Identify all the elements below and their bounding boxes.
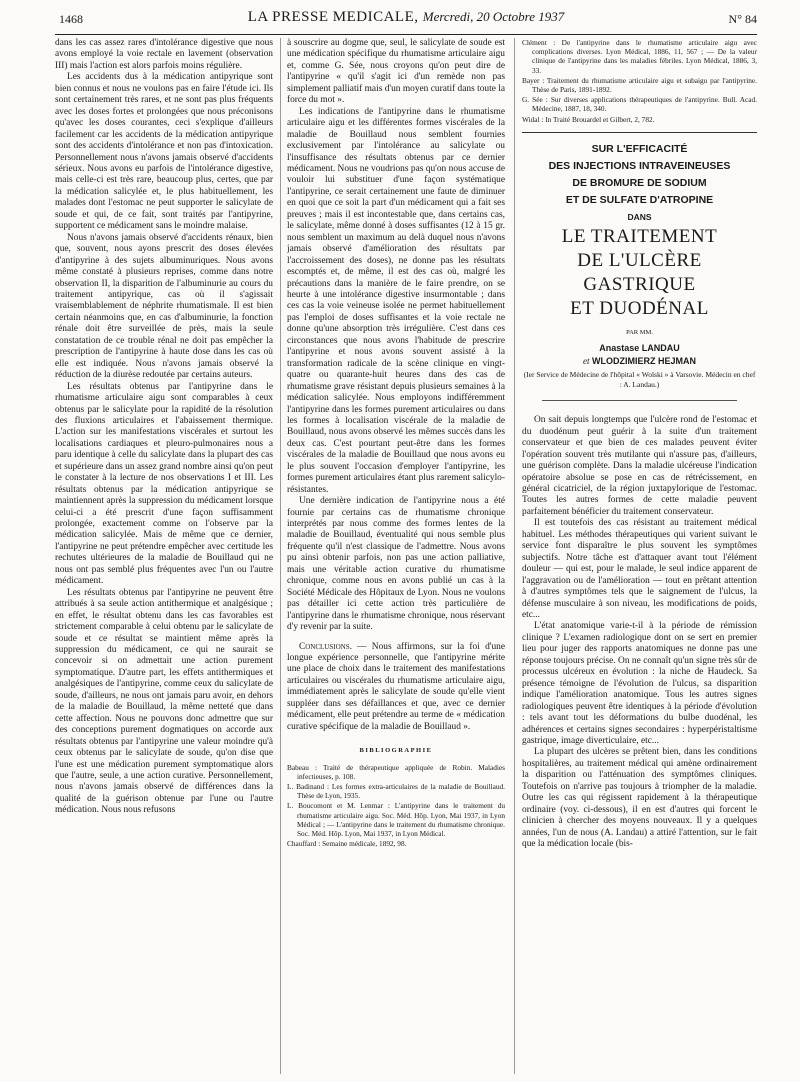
paragraph: Les accidents dus à la médication antipyrique sont bien connus et nous ne voulons pas en faire l'étude ici. Ils sont certainement très rares, et ne sont pas plus fréquents avec les doses fortes et prolongées que nous préconisons qu'avec les doses courantes, ceci s'explique d'ailleurs facilement car les accidents de la médication antipyrique sont des accidents d'intolérance et non pas d'intoxication. Personnellement nous n'avons jamais observé d'accidents sérieux. Nous avons eu parfois de l'intolérance digestive, mais celle-ci est très rare, beaucoup plus, certes, que par la médication salicylée et, le plus habituellement, les malades dont l'estomac ne peut supporter le salicylate de soude et qui, de ce fait, sont traités par l'antipyrine, supportent ce médicament sans le moindre malaise. xyxy=(55,72,273,232)
conjunction: et xyxy=(582,356,590,367)
column-2 xyxy=(287,38,505,1076)
bibliography-entry: Babeau : Traité de thérapeutique appliquée de Robin. Maladies infectieuses, p. 108. xyxy=(287,762,505,781)
title-main-line: ET DUODÉNAL xyxy=(570,297,709,319)
paragraph: Les résultats obtenus par l'antipyrine dans le rhumatisme articulaire aigu sont comparables à ceux obtenus par le salicylate pour la rapidité de la résolution des fluxions articulaires et l'abaissement thermique. L'action sur les manifestations viscérales et surtout les localisations cardiaques et pleuro-pulmonaires nous a paru identique à celle du salicylate dans la plupart des cas et supérieure dans un assez grand nombre ainsi qu'on peut le constater à la lecture de nos observations I et III. Les résultats obtenus par la médication antipyrique se maintiennent après la suppression du médicament lorsque celui-ci a été prescrit d'une façon suffisamment prolongée, exactement comme on l'observe par la médication salicylée. Mais de même que ce dernier, l'antipyrine ne peut prétendre empêcher avec certitude les rechutes ultérieures de la maladie de Bouillaud qui ne nous ont pas semblé plus fréquentes avec l'un ou l'autre médicament. xyxy=(55,381,273,587)
article-title-block xyxy=(522,141,757,390)
conclusions-text: — Nous affirmons, sur la foi d'une longue expérience personnelle, que l'antipyrine mérite une place de choix dans le traitement des manifestations articulaires ou viscérales du rhumatisme articulaire aigu, immédiatement après le salicylate de soude qu'elle vient suppléer dans ses défaillances et que, avec ce dernier médicament, elle peut prétendre au terme de « médication curative spécifique de la maladie de Bouillaud ». xyxy=(287,641,505,732)
page-header xyxy=(55,0,757,30)
title-line: ET DE SULFATE D'ATROPINE xyxy=(565,193,714,206)
bibliography-heading: BIBLIOGRAPHIE xyxy=(359,747,433,755)
journal-title xyxy=(55,9,757,26)
paragraph: à souscrire au dogme que, seul, le salicylate de soude est une médication spécifique du rhumatisme articulaire aigu et, comme G. Sée, nous croyons qu'on peut dire de l'antipyrine « qu'il s'agit ici d'un remède non pas simplement palliatif mais d'un moyen curatif dans toute la force du mot ». xyxy=(287,38,505,106)
title-main-line: DE L'ULCÈRE GASTRIQUE xyxy=(577,249,702,295)
paragraph: Il est toutefois des cas résistant au traitement médical habituel. Les méthodes thérapeutiques qui varient suivant le service font disparaître le plus souvent les symptômes subjectifs. Notre tâche est d'attaquer avant tout l'élément douleur — qui est, pour le malade, le seul indice apparent de l'aggravation ou de l'amélioration — tout en prêtant attention à d'autres symptômes tels que le saignement de l'ulcus, la défense musculaire à son niveau, les modifications de poids, etc... xyxy=(522,518,757,620)
bibliography-entry: Clément : De l'antipyrine dans le rhumatisme articulaire aigu avec complications diverses. Lyon Médical, 1886, 11, 567 ; — De la valeur clinique de l'antipyrine dans les maladies fébriles. Lyon Médical, 1886, 3, 33. xyxy=(522,38,757,75)
title-line: SUR L'EFFICACITÉ xyxy=(591,142,688,155)
page-number: 1468 xyxy=(59,12,83,26)
bibliography-entry: L. Boucomont et M. Lenmar : L'antipyrine dans le traitement du rhumatisme articulaire aigu. Soc. Méd. Hôp. Lyon, Mai 1937, in Lyon Médical ; — L'antipyrine dans le traitement du rhumatisme chronique. Soc. Méd. Hôp. Lyon, Mai 1937, in Lyon Médical. xyxy=(287,801,505,839)
paragraph: Une dernière indication de l'antipyrine nous a été fournie par certains cas de rhumatisme chronique interprétés par nous comme des formes lentes de la maladie de Bouillaud, éventualité qui nous semble plus fréquente qu'il n'est classique de l'admettre. Nous avons pu ainsi obtenir parfois, non pas une action palliative, mais une véritable action curative du rhumatisme chronique, comme nous en avons publié un cas à la Société Médicale des Hôpitaux de Lyon. Nous ne voulons pas détailler ici cette action très particulière de l'antipyrine dans le rhumatisme chronique, nous réservant d'y revenir par la suite. xyxy=(287,496,505,633)
affiliation: (Ier Service de Médecine de l'hôpital « Wolski » à Varsovie. Médecin en chef : A. Landau.) xyxy=(523,370,756,390)
paragraph: On sait depuis longtemps que l'ulcère rond de l'estomac et du duodénum peut guérir à la suite d'un traitement conservateur et que bien de ces malades peuvent éviter l'opération souvent très mutilante qui n'assure pas, d'ailleurs, une guérison complète. Dans la maladie ulcéreuse l'indication opératoire absolue se pose en cas de rétrécissement, en général cicatriciel, de la région juxtapylorique de l'estomac. Toutes les autres formes de cette maladie peuvent parfaitement bénéficier du traitement conservateur. xyxy=(522,415,757,517)
bibliography xyxy=(287,763,505,849)
bibliography-entry: L. Badinand : Les formes extra-articulaires de la maladie de Bouillaud. Thèse de Lyon, 1935. xyxy=(287,782,505,801)
journal-name: LA PRESSE MEDICALE, xyxy=(247,9,419,25)
paragraph: L'état anatomique varie-t-il à la période de rémission clinique ? L'examen radiologique dont on se sert en premier lieu pour juger des rapports anatomiques ne donne pas une réponse toujours précise. On ne connaît qu'un signe très sûr de processus ulcéreux en évolution : la niche de Haudeck. Sa présence témoigne de l'évolution de l'ulcus, sa disparition indique l'amélioration anatomique. Tous les autres signes radiologiques peuvent être identiques à la période d'évolution : tels avant tout les déformations du bulbe duodénal, les adhérences et certains signes secondaires : hyperpéristaltisme gastrique, image diverticulaire, etc... xyxy=(522,621,757,746)
title-line: DANS xyxy=(627,211,652,222)
column-1 xyxy=(55,38,273,1076)
conclusions-heading: Conclusions. xyxy=(299,641,352,652)
bibliography-continued xyxy=(522,38,757,124)
bibliography-entry: Widal : In Traité Brouardel et Gilbert, 2, 782. xyxy=(522,114,655,124)
column-3 xyxy=(522,38,757,1076)
title-main-line: LE TRAITEMENT xyxy=(561,225,718,247)
column-divider xyxy=(280,38,281,1074)
bibliography-entry: G. Sée : Sur diverses applications thérapeutiques de l'antipyrine. Bull. Acad. Médecine, 1887, 18, 340. xyxy=(522,95,757,114)
paragraph: dans les cas assez rares d'intolérance digestive que nous avons employé la voie rectale en lavement (observation III) mais l'action est alors parfois moins régulière. xyxy=(55,38,273,71)
header-rule xyxy=(55,34,757,35)
by-line: PAR MM. xyxy=(626,328,653,336)
conclusions-paragraph xyxy=(287,642,505,734)
author: Anastase LANDAU xyxy=(599,343,680,354)
paragraph: Les indications de l'antipyrine dans le rhumatisme articulaire aigu et les différentes formes viscérales de la maladie de Bouillaud nous semblent fournies exclusivement par l'intolérance au salicylate ou l'insuffisance des résultats obtenus par ce dernier médicament. Nous ne voudrions pas qu'on nous accuse de vouloir lui substituer d'une façon systématique l'antipyrine, ce serait certainement une faute de diminuer en quoi que ce soit la part d'un médicament qui a fait ses preuves ; mais il est incontestable que, dans certains cas, le salicylate, même donné à doses suffisantes (12 à 15 gr. nous semblent un maximum au delà duquel nous n'avons jamais observé d'amélioration des résultats par l'accroissement des doses), ne donne pas les résultats escomptés et, de même, il est des cas où, malgré les précautions dans la manière de le faire prendre, on se heurte à une intolérance digestive insurmontable ; dans ces cas la voie veineuse isolée ne permet habituellement pas l'emploi de doses suffisantes et la voie rectale ne donne qu'une absorption très irrégulière. C'est dans ces circonstances que nous avons l'habitude de prescrire l'antipyrine et nous avons souvent assisté à la transformation radicale de la scène clinique en vingt-quatre ou quarante-huit heures dans des cas de rhumatisme grave résistant depuis plusieurs semaines à la médication salicylée. Nous employons indifféremment l'antipyrine dans les formes purement articulaires ou dans les formes à localisation viscérale de la maladie de Bouillaud, nous avons observé les mêmes succès dans les deux cas. C'est pourtant peut-être dans les formes viscérales de la maladie de Bouillaud que nous avons eu le plus souvent l'occasion d'employer l'antipyrine, les formes purement articulaires étant plus rarement salicylo-résistantes. xyxy=(287,106,505,495)
bibliography-entry: Chauffard : Semaine médicale, 1892, 98. xyxy=(287,839,407,849)
issue-number: N° 84 xyxy=(728,12,757,26)
paragraph: Nous n'avons jamais observé d'accidents rénaux, bien que, souvent, nous ayons prescrit des doses élevées d'antipyrine à des sujets albuminuriques. Nous avons même constaté à plusieurs reprises, comme dans notre observation II, la disparition de l'albuminurie au cours du traitement antipyrique, cas où il s'agissait vraisemblablement de néphrite rhumatismale. Il est bien certain néanmoins que, en cas d'albuminurie, la fonction rénale doit être surveillée de près, mais la seule constatation de ce trouble rénal ne doit pas empêcher la prescription de l'antipyrine à haute dose dans les cas où elle est indiquée. Nous n'avons jamais observé la réduction de la diurèse redoutée par certains auteurs. xyxy=(55,232,273,381)
title-line: DE BROMURE DE SODIUM xyxy=(572,176,707,189)
title-line: DES INJECTIONS INTRAVEINEUSES xyxy=(548,159,731,172)
paragraph: Les résultats obtenus par l'antipyrine ne peuvent être attribués à sa seule action antithermique et analgésique ; en effet, le résultat obtenu dans les cas favorables est strictement comparable à celui obtenu par le salicylate de soude et ce résultat se maintient même après la suppression du médicament, ce qui ne saurait se concevoir si on admettait une action purement symptomatique. D'autre part, les effets antithermiques et analgésiques de l'antipyrine, comme ceux du salicylate de soude, d'ailleurs, ne nous ont jamais paru avoir, en dehors de la maladie de Bouillaud, la même netteté que dans cette affection. Nous ne pouvons donc admettre que sur des conceptions purement dogmatiques on accorde aux résultats obtenus par l'antipyrine une valeur moindre qu'à ceux obtenus par le salicylate de soude, qu'on dise que l'une est une médication purement symptomatique alors que l'autre, seule, a une action curative. Personnellement, nous n'avons jamais observé de différences dans la qualité de la guérison obtenue par l'une ou l'autre médication. Nous nous refusons xyxy=(55,587,273,816)
author-name: WLODZIMIERZ HEJMAN xyxy=(592,356,696,367)
issue-date: Mercredi, 20 Octobre 1937 xyxy=(422,9,565,24)
bibliography-entry: Bayer : Traitement du rhumatisme articulaire aigu et subaigu par l'antipyrine. Thèse de Paris, 1891-1892. xyxy=(522,75,757,95)
title-rule xyxy=(542,400,737,401)
article-separator xyxy=(522,132,757,133)
column-divider xyxy=(514,38,515,1074)
paragraph: La plupart des ulcères se prêtent bien, dans les conditions hospitalières, au traitement médical qui amène ordinairement la disparition ou l'atténuation des symptômes cliniques. Toutefois on n'arrive pas toujours à triompher de la maladie. Outre les cas qui régissent rapidement à la thérapeutique ordinaire (voy. ci-dessous), il en est d'autres qui forcent le clinicien à chercher des moyens nouveaux. Il y a quelques années, l'un de nous (A. Landau) a attiré l'attention, sur le fait que la médication locale (bis- xyxy=(522,747,757,850)
author xyxy=(522,355,757,368)
